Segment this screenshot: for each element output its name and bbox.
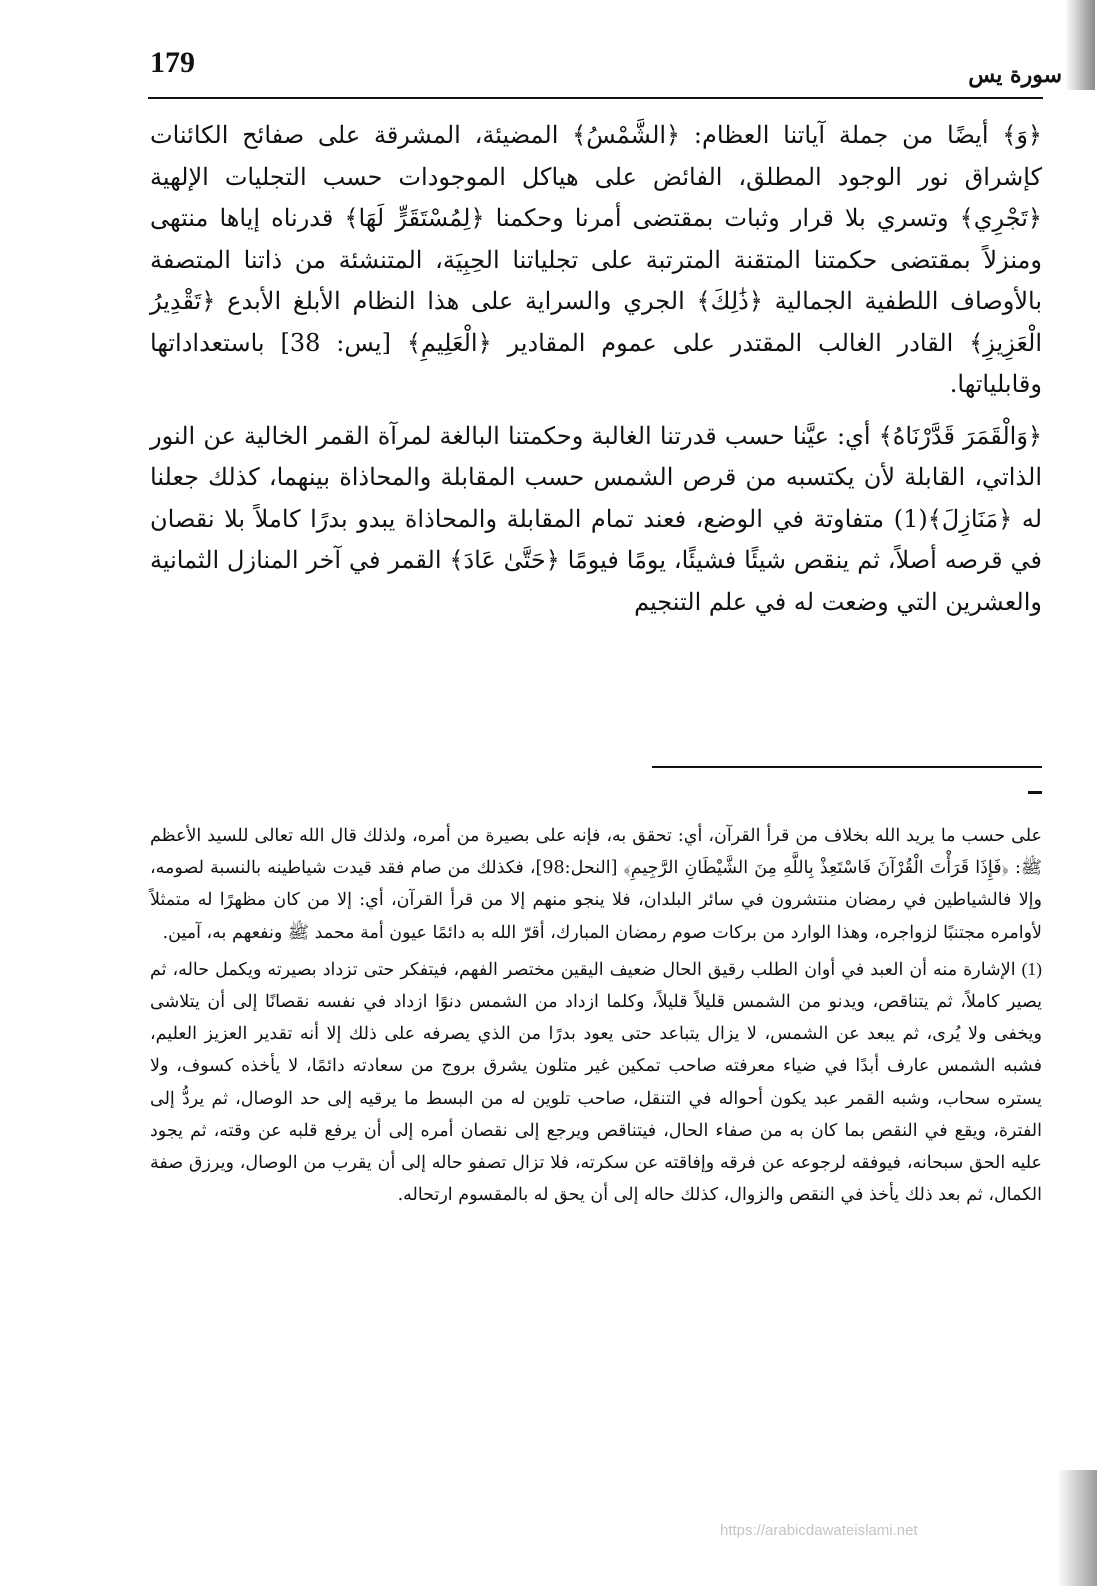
main-paragraph: ﴿وَالْقَمَرَ قَدَّرْنَاهُ﴾ أي: عيَّنا حسب قدرتنا الغالبة وحكمتنا البالغة لمرآة القمر الخالية عن النور الذاتي، القابلة لأن يكتسبه من قرص الشمس حسب المقابلة والمحاذاة بينهما، كذلك جعلنا له ﴿مَنَازِلَ﴾(1) متفاوتة في الوضع، فعند تمام المقابلة والمحاذاة يبدو بدرًا كاملاً بلا نقصان في قرصه أصلاً، ثم ينقص شيئًا فشيئًا، يومًا فيومًا ﴿حَتَّىٰ عَادَ﴾ القمر في آخر المنازل الثمانية والعشرين التي وضعت له في علم التنجيم (150, 421, 1043, 616)
footnote-divider (652, 766, 1042, 768)
main-paragraph: ﴿وَ﴾ أيضًا من جملة آياتنا العظام: ﴿الشَّمْسُ﴾ المضيئة، المشرقة على صفائح الكائنات كإشراق نور الوجود المطلق، الفائض على هياكل الموجودات حسب التجليات الإلهية ﴿تَجْرِي﴾ وتسري بلا قرار وثبات بمقتضى أمرنا وحكمنا ﴿لِمُسْتَقَرٍّ لَهَا﴾ قدرناه إياها منتهى ومنزلاً بمقتضى حكمتنا المتقنة المترتبة على تجلياتنا الحِبِيَة، المتنشئة من ذاتنا المتصفة بالأوصاف اللطفية الجمالية ﴿ذَٰلِكَ﴾ الجري والسراية على هذا النظام الأبلغ الأبدع ﴿تَقْدِيرُ الْعَزِيزِ﴾ القادر الغالب المقتدر على عموم المقادير ﴿الْعَلِيمِ﴾ [يس: 38] باستعداداتها وقابلياتها. (150, 121, 1042, 398)
scan-edge-shadow (1065, 0, 1095, 90)
footnote-dash (1028, 791, 1042, 794)
footnotes (150, 820, 1042, 1211)
footnote-1 (150, 953, 1042, 1212)
footnote-1-text: الإشارة منه أن العبد في أوان الطلب رقيق الحال ضعيف اليقين مختصر الفهم، فيتفكر حتى تزداد بصيرته ويكمل حاله، ثم يصير كاملاً، ثم يتناقص، ويدنو من الشمس قليلاً قليلاً، وكلما ازداد من الشمس دنوًا ازداد في نفسه نقصانًا إلى أن يتلاشى ويخفى ولا يُرى، ثم يبعد عن الشمس، لا يزال يتباعد حتى يعود بدرًا من الذي يصرفه على ذلك إلا أنه تقدير العزيز العليم، فشبه الشمس عارف أبدًا في ضياء معرفته صاحب تمكين غير متلون يشرق بروج من سعادته دائمًا، لا يأخذه كسوف، ولا يستره سحاب، وشبه القمر عبد يكون أحواله في التنقل، صاحب تلوين له من البسط ما يرقيه إلى حد الوصال، ثم يردُّ إلى الفترة، ويقع في النقص بما كان به من صفاء الحال، فيتناقص ويرجع إلى نقصان أمره إلى أن يرفع قلبه عن وقته، ثم يجود عليه الحق سبحانه، فيوفقه لرجوعه عن فرقه وإفاقته عن سكرته، فلا تزال تصفو حاله إلى أن يقرب من الوصال، ويرزق صفة الكمال، ثم بعد ذلك يأخذ في النقص والزوال، كذلك حاله إلى أن يحق له بالمقسوم ارتحاله. (150, 959, 1042, 1206)
running-header-surah: سورة يس (968, 62, 1062, 88)
footnote-marker: (1) (1021, 958, 1042, 979)
header-divider (148, 97, 1043, 99)
scan-edge-shadow-bottom (1057, 1470, 1097, 1586)
footnote-continuation: على حسب ما يريد الله بخلاف من قرأ القرآن، أي: تحقق به، فإنه على بصيرة من أمره، ولذلك قال الله تعالى للسيد الأعظم ﷺ: ﴿فَإِذَا قَرَأْتَ الْقُرْآنَ فَاسْتَعِذْ بِاللَّهِ مِنَ الشَّيْطَانِ الرَّجِيمِ﴾ [النحل:98]، فكذلك من صام فقد قيدت شياطينه بالنسبة لصومه، وإلا فالشياطين في رمضان منتشرون في سائر البلدان، فلا ينجو منهم إلا من قرأ القرآن، أي: إلا من كان مظهرًا له متمثلاً لأوامره مجتنبًا لزواجره، وهذا الوارد من بركات صوم رمضان المبارك، أقرّ الله به دائمًا عيون أمة محمد ﷺ ونفعهم به، آمين. (150, 826, 1042, 943)
watermark-url: https://arabicdawateislami.net (720, 1522, 918, 1539)
page-number: 179 (150, 46, 195, 79)
main-text (150, 115, 1042, 623)
